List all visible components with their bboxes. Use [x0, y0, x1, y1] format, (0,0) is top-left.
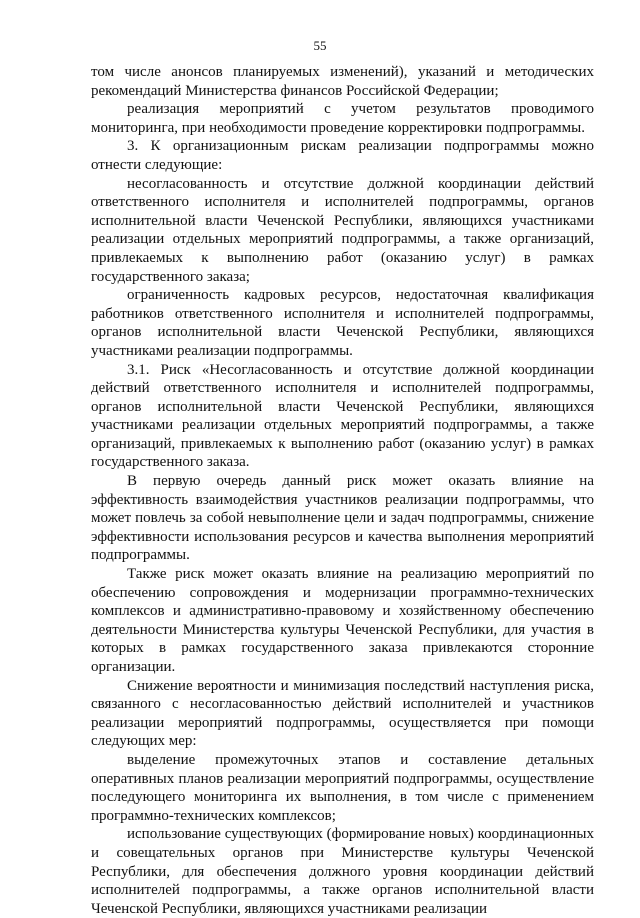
paragraph: использование существующих (формирование новых) координационных и совещательных органов при Министерстве культуры Чеченской Республики, для обеспечения должного уровня координации действий исполнителей подпрограммы, а также органов исполнительной власти Чеченской Республики, являющихся участниками реализации — [91, 826, 594, 917]
document-body — [91, 63, 594, 918]
paragraph: несогласованность и отсутствие должной координации действий ответственного исполнителя и исполнителей подпрограммы, органов исполнительной власти Чеченской Республики, являющихся участниками реализации отдельных мероприятий подпрограммы, а также организаций, привлекаемых к выполнению работ (оказанию услуг) в рамках государственного заказа; — [91, 175, 594, 285]
paragraph: реализация мероприятий с учетом результатов проводимого мониторинга, при необходимости проведение корректировки подпрограммы. — [91, 101, 594, 136]
paragraph: Снижение вероятности и минимизация последствий наступления риска, связанного с несогласованностью действий исполнителей и участников реализации мероприятий подпрограммы, осуществляется при помощи следующих мер: — [91, 677, 594, 750]
paragraph: 3.1. Риск «Несогласованность и отсутствие должной координации действий ответственного исполнителя и исполнителей подпрограммы, органов исполнительной власти Чеченской Республики, являющихся участниками реализации отдельных мероприятий подпрограммы, а также организаций, привлекаемых к выполнению работ (оказанию услуг) в рамках государственного заказа. — [91, 361, 594, 471]
paragraph: ограниченность кадровых ресурсов, недостаточная квалификация работников ответственного исполнителя и исполнителей подпрограммы, органов исполнительной власти Чеченской Республики, являющихся участниками реализации подпрограммы. — [91, 287, 594, 359]
paragraph: В первую очередь данный риск может оказать влияние на эффективность взаимодействия участников реализации подпрограммы, что может повлечь за собой невыполнение цели и задач подпрограммы, снижение эффективности использования ресурсов и качества выполнения мероприятий подпрограммы. — [91, 473, 594, 564]
paragraph: выделение промежуточных этапов и составление детальных оперативных планов реализации мероприятий подпрограммы, осуществление последующего мониторинга их выполнения, в том числе с применением программно-технических комплексов; — [91, 751, 594, 824]
paragraph: 3. К организационным рискам реализации подпрограммы можно отнести следующие: — [91, 138, 594, 173]
paragraph: том числе анонсов планируемых изменений), указаний и методических рекомендаций Министерства финансов Российской Федерации; — [91, 64, 594, 99]
paragraph: Также риск может оказать влияние на реализацию мероприятий по обеспечению сопровождения и модернизации программно-технических комплексов и административно-правовому и хозяйственному обеспечению деятельности Министерства культуры Чеченской Республики, для участия в которых в рамках государственного заказа привлекаются сторонние организации. — [91, 566, 594, 675]
page-number: 55 — [313, 38, 327, 53]
